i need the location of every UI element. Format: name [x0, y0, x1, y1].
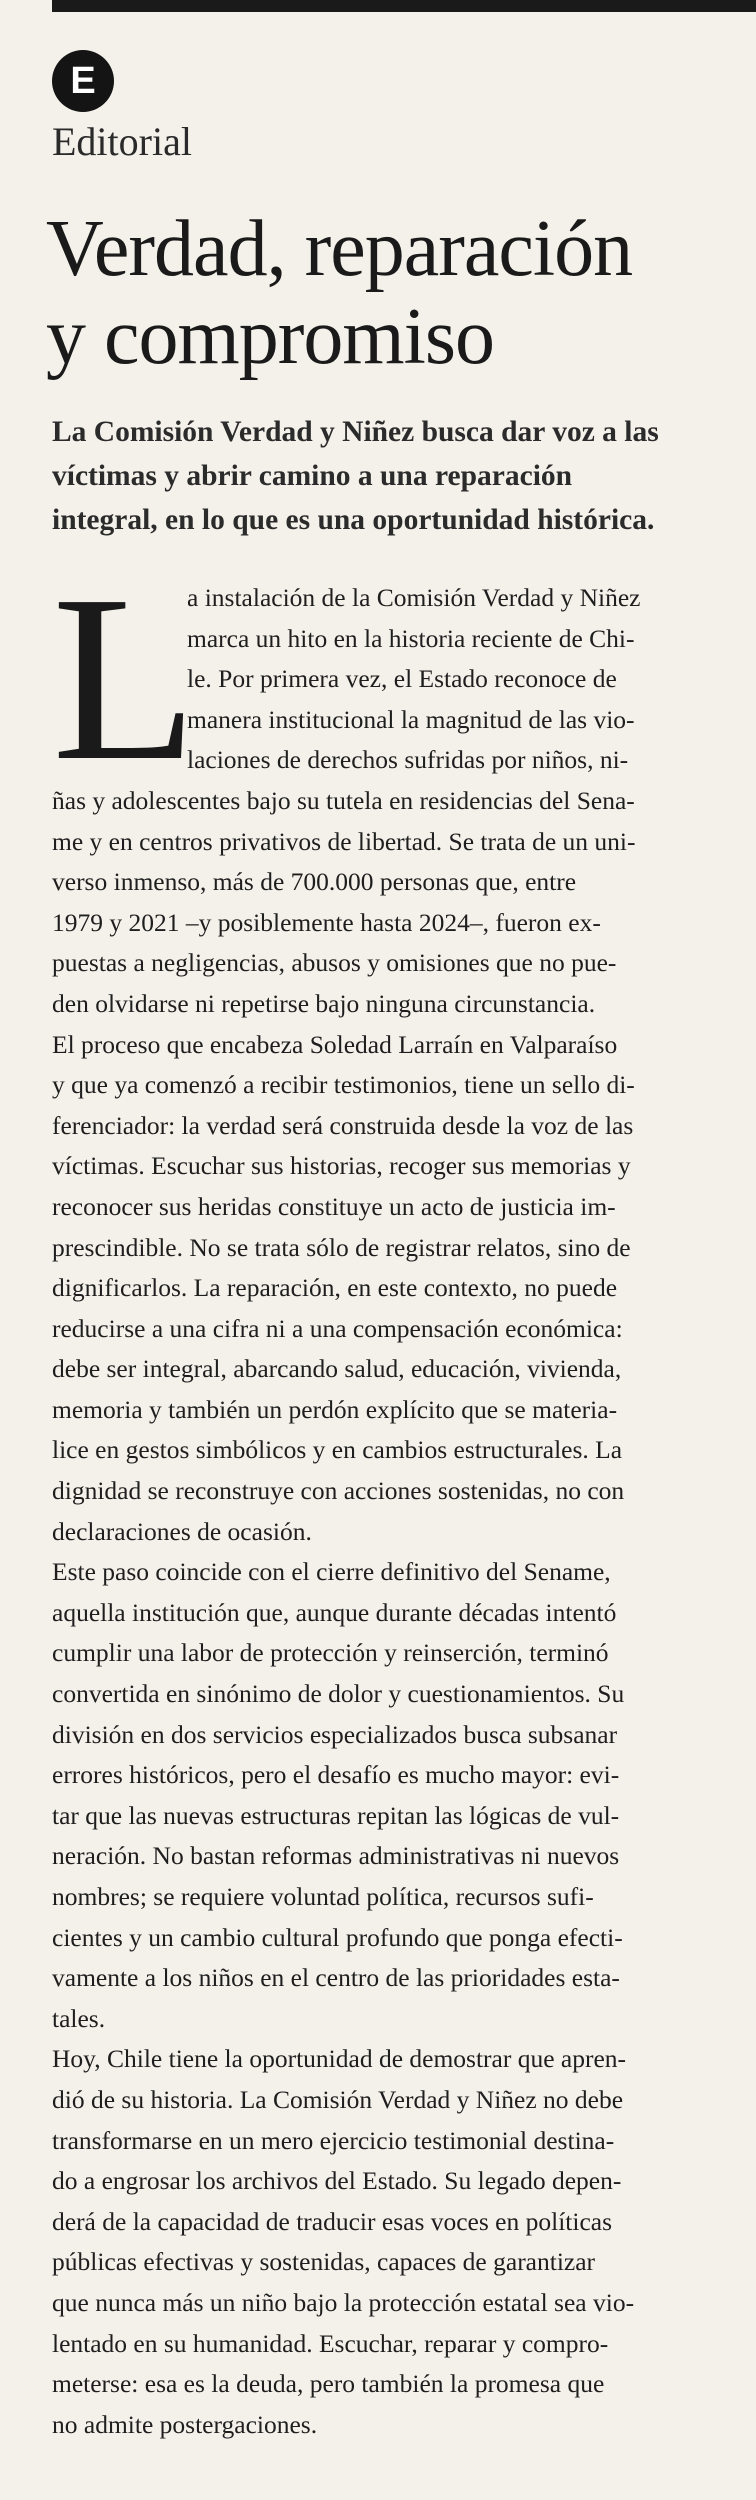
text-line: no admite postergaciones.	[52, 2409, 318, 2439]
text-line: división en dos servicios especializados busca subsanar	[52, 1719, 618, 1749]
paragraph-2	[52, 1025, 752, 1553]
text-line: prescindible. No se trata sólo de registrar relatos, sino de	[52, 1232, 631, 1262]
text-line: públicas efectivas y sostenidas, capaces de garantizar	[52, 2247, 596, 2277]
lede-line: víctimas y abrir camino a una reparación	[52, 460, 573, 492]
text-line: le. Por primera vez, el Estado reconoce de	[187, 664, 617, 694]
text-line: declaraciones de ocasión.	[52, 1516, 312, 1546]
text-line: lentado en su humanidad. Escuchar, reparar y compro-	[52, 2328, 609, 2358]
text-line: tar que las nuevas estructuras repitan las lógicas de vul-	[52, 1800, 620, 1830]
text-line: errores históricos, pero el desafío es mucho mayor: evi-	[52, 1760, 620, 1790]
paragraph-3	[52, 1552, 752, 2039]
text-line: y que ya comenzó a recibir testimonios, tiene un sello di-	[52, 1070, 635, 1100]
text-line: Este paso coincide con el cierre definitivo del Sename,	[52, 1557, 611, 1587]
text-line: cumplir una labor de protección y reinserción, terminó	[52, 1638, 609, 1668]
text-line: do a engrosar los archivos del Estado. Su legado depen-	[52, 2166, 622, 2196]
text-line: aquella institución que, aunque durante décadas intentó	[52, 1597, 617, 1627]
top-rule	[52, 0, 756, 12]
text-line: dió de su historia. La Comisión Verdad y Niñez no debe	[52, 2084, 624, 2114]
text-line: convertida en sinónimo de dolor y cuestionamientos. Su	[52, 1679, 625, 1709]
text-line: neración. No bastan reformas administrativas ni nuevos	[52, 1841, 620, 1871]
text-line: verso inmenso, más de 700.000 personas que, entre	[52, 867, 577, 897]
lede	[52, 410, 752, 542]
headline-line: y compromiso	[46, 293, 494, 381]
text-line: El proceso que encabeza Soledad Larraín en Valparaíso	[52, 1029, 618, 1059]
text-line: tales.	[52, 2003, 106, 2033]
paragraph-4	[52, 2039, 752, 2445]
text-line: ñas y adolescentes bajo su tutela en residencias del Sena-	[52, 785, 635, 815]
text-line: cientes y un cambio cultural profundo que ponga efecti-	[52, 1922, 623, 1952]
text-line: derá de la capacidad de traducir esas voces en políticas	[52, 2206, 613, 2236]
drop-cap: L	[52, 547, 198, 810]
text-line: me y en centros privativos de libertad. Se trata de un uni-	[52, 826, 636, 856]
text-line: meterse: esa es la deuda, pero también la promesa que	[52, 2369, 605, 2399]
section-label: Editorial	[52, 119, 192, 164]
lede-line: La Comisión Verdad y Niñez busca dar voz a las	[52, 416, 659, 448]
text-line: que nunca más un niño bajo la protección estatal sea vio-	[52, 2287, 635, 2317]
headline	[46, 205, 746, 381]
text-line: laciones de derechos sufridas por niños, ni-	[187, 745, 629, 775]
text-line: reconocer sus heridas constituye un acto de justicia im-	[52, 1191, 616, 1221]
text-line: Hoy, Chile tiene la oportunidad de demostrar que apren-	[52, 2044, 627, 2074]
headline-line: Verdad, reparación	[46, 205, 633, 293]
text-line: víctimas. Escuchar sus historias, recoger sus memorias y	[52, 1151, 631, 1181]
text-line: memoria y también un perdón explícito que se materia-	[52, 1394, 618, 1424]
text-line: ferenciador: la verdad será construida desde la voz de las	[52, 1110, 634, 1140]
text-line: debe ser integral, abarcando salud, educación, vivienda,	[52, 1354, 622, 1384]
text-line: marca un hito en la historia reciente de Chi-	[187, 623, 635, 653]
text-line: puestas a negligencias, abusos y omisiones que no pue-	[52, 948, 617, 978]
text-line: dignidad se reconstruye con acciones sostenidas, no con	[52, 1476, 625, 1506]
text-line: lice en gestos simbólicos y en cambios estructurales. La	[52, 1435, 623, 1465]
text-line: dignificarlos. La reparación, en este contexto, no puede	[52, 1273, 618, 1303]
text-line: 1979 y 2021 –y posiblemente hasta 2024–, fueron ex-	[52, 907, 601, 937]
text-line: manera institucional la magnitud de las vio-	[187, 704, 635, 734]
article-body	[52, 547, 752, 2445]
lede-line: integral, en lo que es una oportunidad histórica.	[52, 504, 655, 536]
text-line: transformarse en un mero ejercicio testimonial destina-	[52, 2125, 615, 2155]
text-line: a instalación de la Comisión Verdad y Niñez	[187, 583, 641, 612]
text-line: den olvidarse ni repetirse bajo ninguna circunstancia.	[52, 988, 596, 1018]
text-line: reducirse a una cifra ni a una compensación económica:	[52, 1313, 623, 1343]
text-line: vamente a los niños en el centro de las prioridades esta-	[52, 1963, 620, 1993]
section-badge: E	[52, 50, 114, 112]
text-line: nombres; se requiere voluntad política, recursos sufi-	[52, 1882, 594, 1911]
